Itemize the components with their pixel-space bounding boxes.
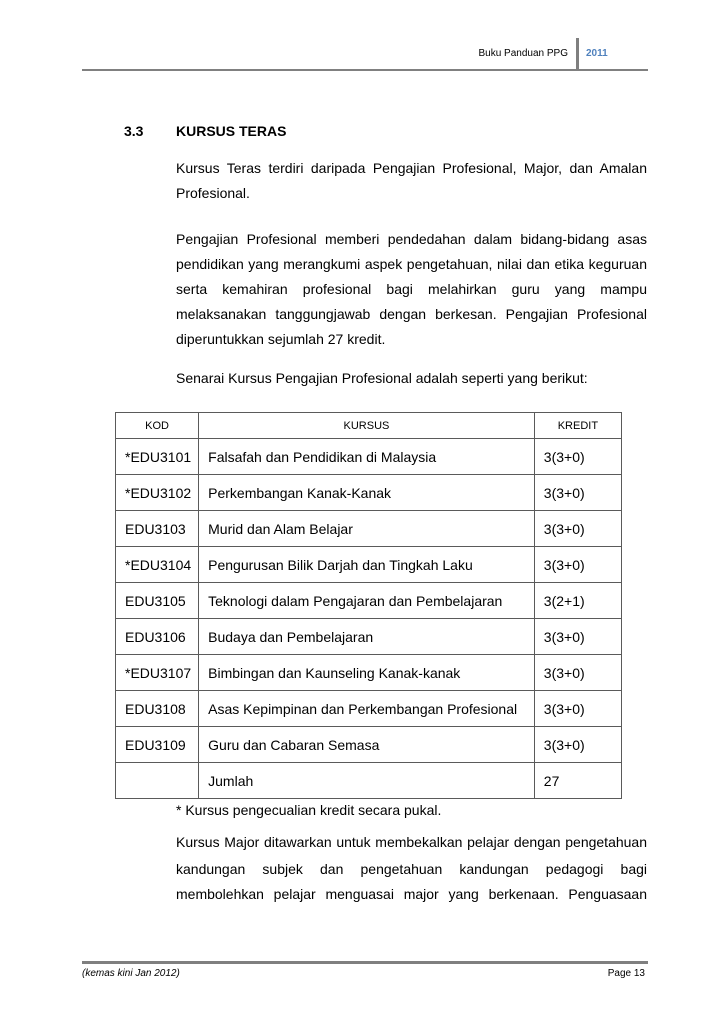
cell-kursus: Pengurusan Bilik Darjah dan Tingkah Laku <box>199 547 535 583</box>
cell-kursus: Murid dan Alam Belajar <box>199 511 535 547</box>
table-row <box>116 439 622 475</box>
table-row <box>116 691 622 727</box>
cell-kod: EDU3106 <box>116 619 199 655</box>
cell-kursus: Guru dan Cabaran Semasa <box>199 727 535 763</box>
cell-kursus: Asas Kepimpinan dan Perkembangan Profesional <box>199 691 535 727</box>
course-table <box>115 412 622 799</box>
header-divider <box>576 38 579 70</box>
cell-kredit: 3(3+0) <box>534 655 621 691</box>
cell-kredit: 3(3+0) <box>534 691 621 727</box>
header-kursus: KURSUS <box>199 413 535 439</box>
section-title: KURSUS TERAS <box>176 123 287 139</box>
header-kod: KOD <box>116 413 199 439</box>
cell-kod: *EDU3101 <box>116 439 199 475</box>
header-year: 2011 <box>586 48 608 59</box>
paragraph-intro: Kursus Teras terdiri daripada Pengajian Profesional, Major, dan Amalan Profesional. <box>176 160 647 201</box>
table-header-row <box>116 413 622 439</box>
header-rule <box>82 69 648 71</box>
total-value: 27 <box>534 763 621 799</box>
cell-kredit: 3(3+0) <box>534 619 621 655</box>
cell-kod: *EDU3102 <box>116 475 199 511</box>
table-row <box>116 727 622 763</box>
paragraph-major-line1: Kursus Major ditawarkan untuk membekalkan pelajar dengan pengetahuan <box>176 834 647 850</box>
cell-kredit: 3(3+0) <box>534 475 621 511</box>
footer-page-number: Page 13 <box>607 968 645 979</box>
header-kredit: KREDIT <box>534 413 621 439</box>
cell-total-empty <box>116 763 199 799</box>
paragraph-pengajian-profesional: Pengajian Profesional memberi pendedahan dalam bidang-bidang asas pendidikan yang merangkumi aspek pengetahuan, nilai dan etika keguruan serta kemahiran profesional bagi melahirkan guru yang mampu melaksanakan tanggungjawab dengan berkesan. Pengajian Profesional diperuntukkan sejumlah 27 kredit. <box>176 231 647 347</box>
paragraph-senarai: Senarai Kursus Pengajian Profesional adalah seperti yang berikut: <box>176 370 588 386</box>
cell-kursus: Falsafah dan Pendidikan di Malaysia <box>199 439 535 475</box>
cell-kredit: 3(3+0) <box>534 439 621 475</box>
total-label: Jumlah <box>199 763 535 799</box>
cell-kredit: 3(3+0) <box>534 547 621 583</box>
cell-kredit: 3(3+0) <box>534 511 621 547</box>
cell-kursus: Teknologi dalam Pengajaran dan Pembelajaran <box>199 583 535 619</box>
cell-kursus: Perkembangan Kanak-Kanak <box>199 475 535 511</box>
table-row <box>116 547 622 583</box>
cell-kod: EDU3103 <box>116 511 199 547</box>
footer-rule <box>82 961 648 964</box>
table-footnote: * Kursus pengecualian kredit secara pukal. <box>176 802 442 818</box>
cell-kod: *EDU3107 <box>116 655 199 691</box>
cell-kod: EDU3109 <box>116 727 199 763</box>
table-row <box>116 511 622 547</box>
cell-kredit: 3(2+1) <box>534 583 621 619</box>
cell-kod: *EDU3104 <box>116 547 199 583</box>
table-row <box>116 583 622 619</box>
section-number: 3.3 <box>124 123 144 139</box>
table-total-row <box>116 763 622 799</box>
table-row <box>116 475 622 511</box>
paragraph-major-continued: kandungan subjek dan pengetahuan kandungan pedagogi bagi membolehkan pelajar menguasai major yang berkenaan. Penguasaan <box>176 861 647 902</box>
cell-kod: EDU3105 <box>116 583 199 619</box>
cell-kredit: 3(3+0) <box>534 727 621 763</box>
cell-kursus: Budaya dan Pembelajaran <box>199 619 535 655</box>
cell-kursus: Bimbingan dan Kaunseling Kanak-kanak <box>199 655 535 691</box>
cell-kod: EDU3108 <box>116 691 199 727</box>
table-row <box>116 655 622 691</box>
table-row <box>116 619 622 655</box>
header-title: Buku Panduan PPG <box>478 48 568 59</box>
footer-revision-note: (kemas kini Jan 2012) <box>82 968 180 979</box>
